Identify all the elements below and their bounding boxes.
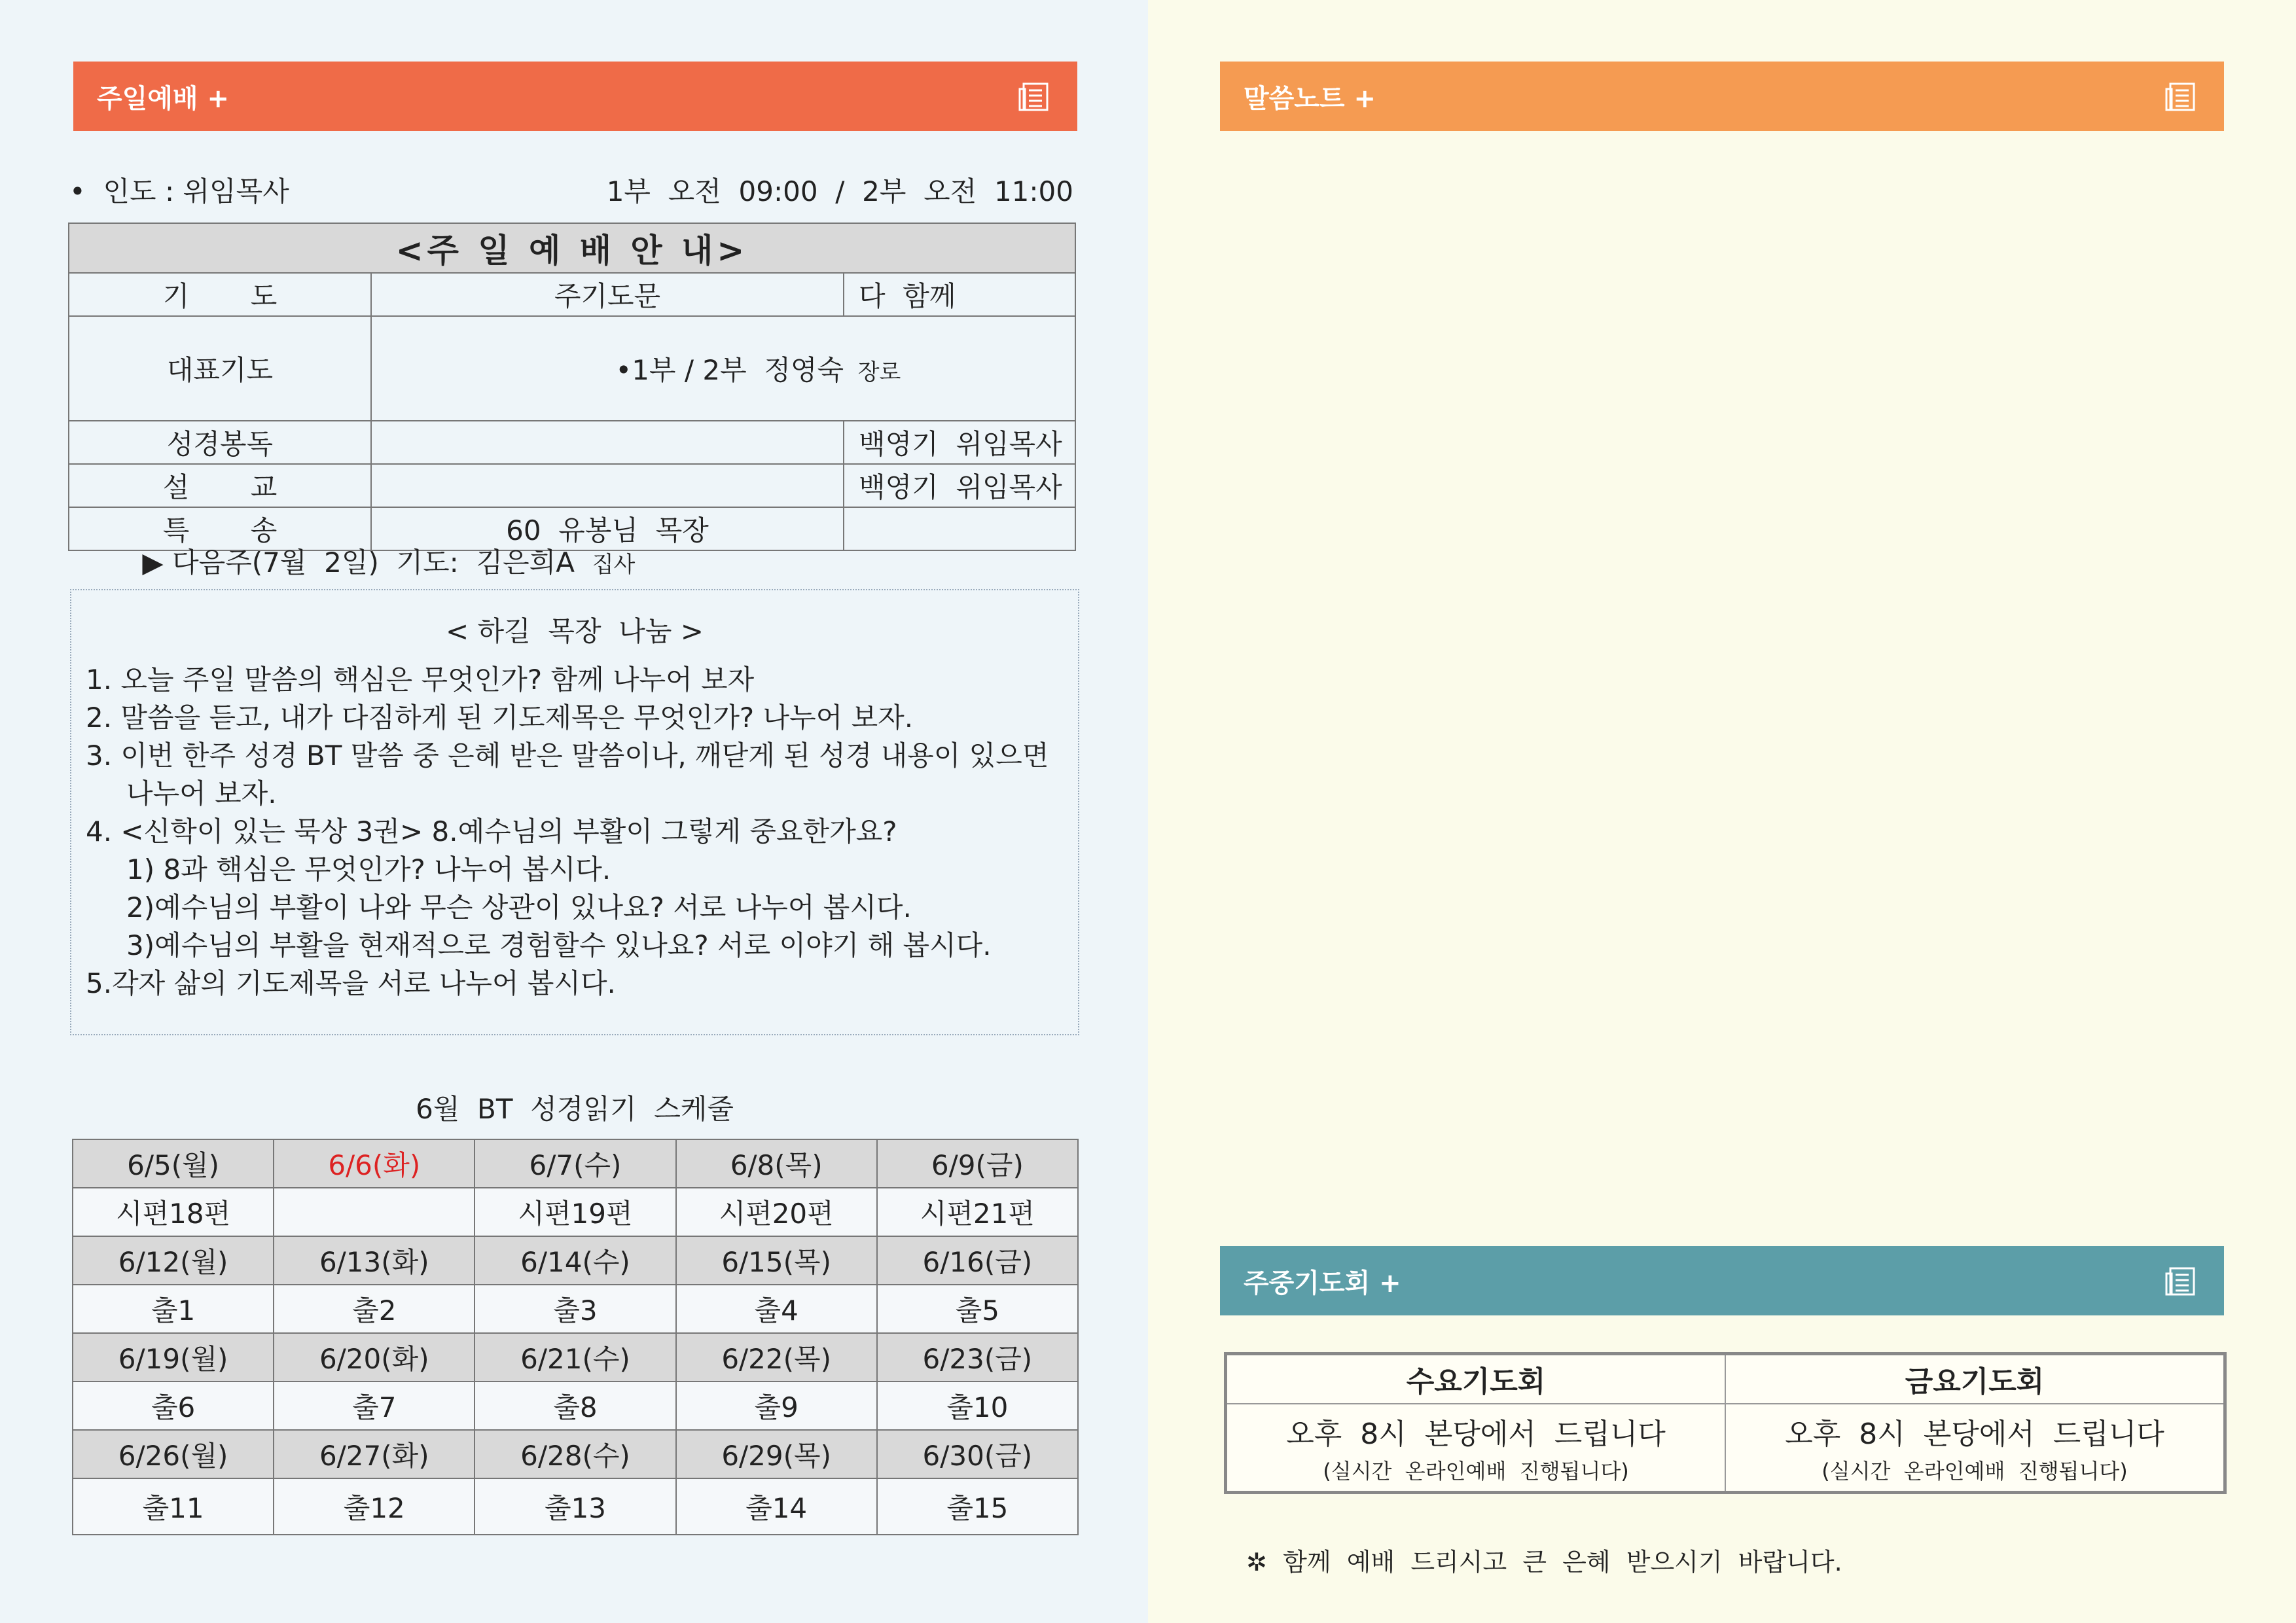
schedule-cell: 6/6(화) [274, 1139, 475, 1188]
schedule-cell: 6/5(월) [73, 1139, 274, 1188]
schedule-cell: 출5 [877, 1285, 1078, 1333]
row-label: 기 도 [69, 273, 371, 316]
wednesday-title: 수요기도회 [1226, 1354, 1726, 1404]
row-center: 60 유봉님 목장 [371, 507, 844, 550]
midweek-banner [1220, 1246, 2224, 1315]
table-row [73, 1285, 1078, 1333]
sermon-note-banner-title: 말씀노트 + [1244, 83, 1376, 114]
next-week-title: 집사 [592, 552, 636, 578]
worship-leader [69, 170, 289, 209]
table-row [69, 273, 1075, 316]
schedule-cell: 출15 [877, 1478, 1078, 1535]
schedule-cell: 출2 [274, 1285, 475, 1333]
sermon-note-banner [1220, 62, 2224, 131]
sharing-line: 5.각자 삶의 기도제목을 서로 나누어 봅시다. [86, 967, 616, 999]
schedule-cell: 시편21편 [877, 1188, 1078, 1236]
table-row [73, 1430, 1078, 1478]
schedule-cell: 시편20편 [676, 1188, 877, 1236]
schedule-cell: 6/19(월) [73, 1333, 274, 1382]
row-right [844, 507, 1075, 550]
schedule-cell: 출8 [475, 1382, 675, 1430]
midweek-note [1230, 1513, 1842, 1578]
schedule-cell: 6/20(화) [274, 1333, 475, 1382]
table-row [73, 1382, 1078, 1430]
worship-table [68, 223, 1076, 551]
bullet-icon: • [69, 175, 103, 207]
row-center [371, 316, 1075, 421]
schedule-cell: 출13 [475, 1478, 675, 1535]
schedule-cell: 출6 [73, 1382, 274, 1430]
sharing-line: 3. 이번 한주 성경 BT 말씀 중 은혜 받은 말씀이나, 깨닫게 된 성경 내용이 있으면 [86, 740, 1049, 772]
sharing-line: 3)예수님의 부활을 현재적으로 경험할수 있나요? 서로 이야기 해 봅시다. [126, 929, 992, 961]
worship-times: 1부 오전 09:00 / 2부 오전 11:00 [606, 175, 1073, 207]
row-right: 다 함께 [844, 273, 1075, 316]
wednesday-main: 오후 8시 본당에서 드립니다 [1286, 1417, 1666, 1451]
sharing-line: 1) 8과 핵심은 무엇인가? 나누어 봅시다. [126, 853, 611, 885]
schedule-cell: 6/23(금) [877, 1333, 1078, 1382]
midweek-banner-title: 주중기도회 + [1244, 1268, 1401, 1298]
table-row [69, 421, 1075, 464]
schedule-cell: 6/22(목) [676, 1333, 877, 1382]
table-row [73, 1139, 1078, 1188]
worship-table-title: <주 일 예 배 안 내> [69, 223, 1075, 273]
schedule-cell: 6/21(수) [475, 1333, 675, 1382]
schedule-cell: 6/7(수) [475, 1139, 675, 1188]
row-center [371, 421, 844, 464]
midweek-note-text: 함께 예배 드리시고 큰 은혜 받으시기 바랍니다. [1283, 1548, 1842, 1577]
schedule-cell: 6/28(수) [475, 1430, 675, 1478]
table-row [73, 1333, 1078, 1382]
schedule-cell: 출11 [73, 1478, 274, 1535]
rep-prayer-text: 1부 / 2부 정영숙 [632, 354, 844, 386]
asterisk-icon: ✲ [1246, 1548, 1283, 1577]
triangle-right-icon: ▶ [142, 546, 173, 579]
schedule-cell: 6/29(목) [676, 1430, 877, 1478]
sharing-box [70, 589, 1079, 1035]
schedule-cell: 6/9(금) [877, 1139, 1078, 1188]
table-row [73, 1236, 1078, 1285]
worship-banner-title: 주일예배 + [97, 83, 230, 114]
row-label: 설 교 [69, 464, 371, 507]
schedule-cell: 6/15(목) [676, 1236, 877, 1285]
schedule-cell: 6/26(월) [73, 1430, 274, 1478]
next-week-text: 다음주(7월 2일) 기도: 김은희A [172, 546, 575, 579]
row-label: 성경봉독 [69, 421, 371, 464]
friday-title: 금요기도회 [1725, 1354, 2225, 1404]
row-center: 주기도문 [371, 273, 844, 316]
schedule-cell: 출14 [676, 1478, 877, 1535]
bt-schedule-title: 6월 BT 성경읽기 스케줄 [416, 1093, 734, 1125]
row-label: 대표기도 [69, 316, 371, 421]
sharing-title: < 하길 목장 나눔 > [446, 615, 704, 647]
document-icon[interactable] [2165, 1264, 2199, 1298]
worship-banner [73, 62, 1077, 131]
friday-main: 오후 8시 본당에서 드립니다 [1785, 1417, 2164, 1451]
table-row [69, 316, 1075, 421]
wednesday-info [1226, 1404, 1726, 1493]
row-label: 특 송 [69, 507, 371, 550]
bt-schedule-table [72, 1139, 1079, 1535]
document-icon[interactable] [1018, 80, 1052, 114]
schedule-cell: 6/27(화) [274, 1430, 475, 1478]
schedule-cell: 6/8(목) [676, 1139, 877, 1188]
schedule-cell: 출12 [274, 1478, 475, 1535]
schedule-cell: 시편18편 [73, 1188, 274, 1236]
schedule-cell: 출9 [676, 1382, 877, 1430]
sharing-line: 1. 오늘 주일 말씀의 핵심은 무엇인가? 함께 나누어 보자 [86, 664, 755, 696]
schedule-cell: 6/16(금) [877, 1236, 1078, 1285]
sharing-line: 나누어 보자. [126, 777, 277, 810]
schedule-cell: 시편19편 [475, 1188, 675, 1236]
table-row [1226, 1404, 2225, 1493]
wednesday-sub: (실시간 온라인예배 진행됩니다) [1323, 1458, 1629, 1484]
schedule-cell: 출1 [73, 1285, 274, 1333]
prayer-meeting-table [1224, 1352, 2227, 1494]
schedule-cell: 6/14(수) [475, 1236, 675, 1285]
bullet-icon: • [615, 354, 632, 386]
schedule-cell: 6/30(금) [877, 1430, 1078, 1478]
schedule-cell: 6/12(월) [73, 1236, 274, 1285]
row-center [371, 464, 844, 507]
schedule-cell: 출10 [877, 1382, 1078, 1430]
document-icon[interactable] [2165, 80, 2199, 114]
table-row [1226, 1354, 2225, 1404]
sharing-line: 2. 말씀을 듣고, 내가 다짐하게 된 기도제목은 무엇인가? 나누어 보자. [86, 702, 914, 734]
schedule-cell: 6/13(화) [274, 1236, 475, 1285]
rep-prayer-title: 장로 [857, 359, 901, 385]
friday-info [1725, 1404, 2225, 1493]
table-row [69, 464, 1075, 507]
row-right: 백영기 위임목사 [844, 464, 1075, 507]
schedule-cell [274, 1188, 475, 1236]
leader-text: 인도 : 위임목사 [103, 175, 289, 207]
schedule-cell: 출3 [475, 1285, 675, 1333]
sharing-line: 2)예수님의 부활이 나와 무슨 상관이 있나요? 서로 나누어 봅시다. [126, 891, 912, 923]
schedule-cell: 출4 [676, 1285, 877, 1333]
table-row [73, 1188, 1078, 1236]
row-right: 백영기 위임목사 [844, 421, 1075, 464]
sharing-line: 4. <신학이 있는 묵상 3권> 8.예수님의 부활이 그렇게 중요한가요? [86, 815, 897, 847]
table-row [73, 1478, 1078, 1535]
schedule-cell: 출7 [274, 1382, 475, 1430]
friday-sub: (실시간 온라인예배 진행됩니다) [1821, 1458, 2128, 1484]
